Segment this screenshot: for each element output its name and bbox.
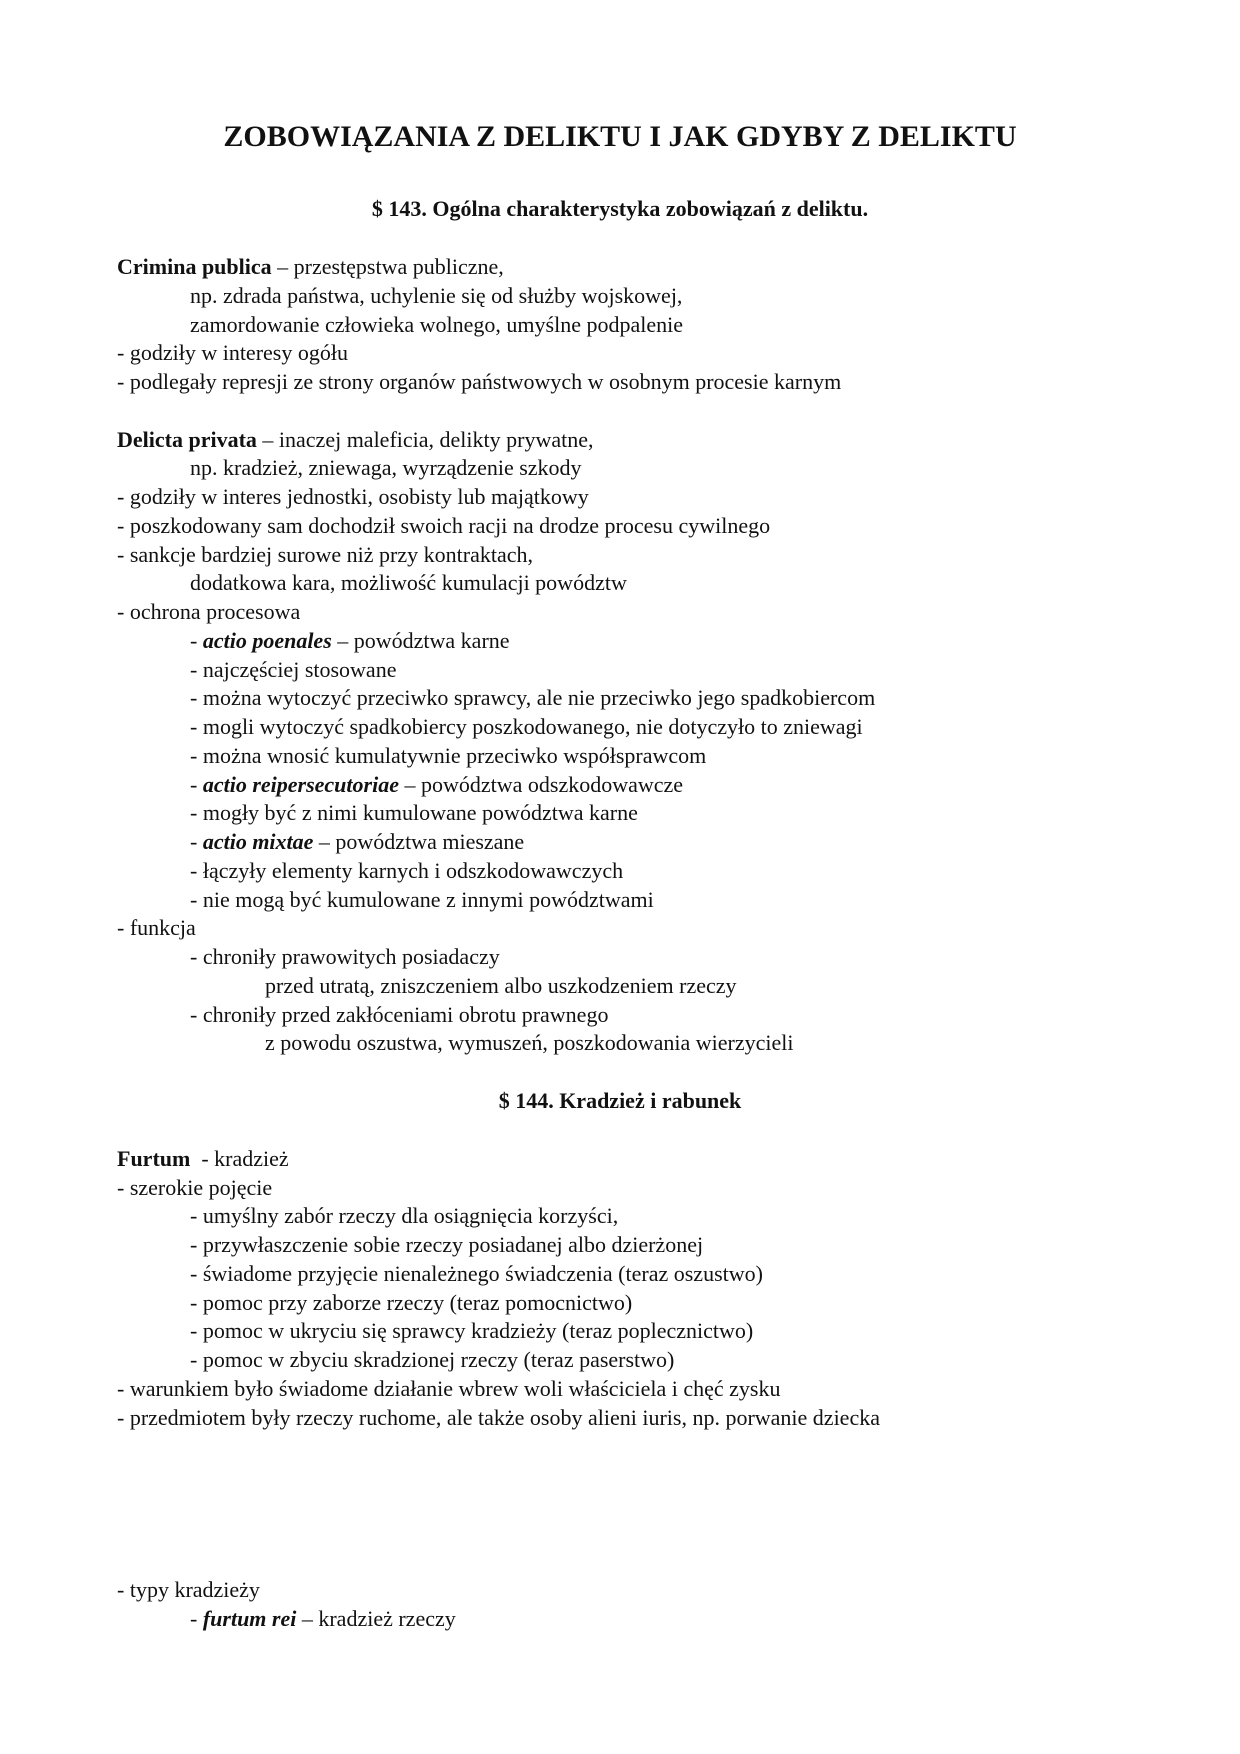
crimina-bullet: - godziły w interesy ogółu [117, 340, 348, 365]
actio-reipersecutoriae-term: actio reipersecutoriae [202, 772, 399, 797]
function-item: - chroniły przed zakłóceniami obrotu prawnego [190, 1002, 609, 1027]
function-continuation: z powodu oszustwa, wymuszeń, poszkodowania wierzycieli [265, 1030, 794, 1055]
furtum-bullet: - szerokie pojęcie [117, 1175, 273, 1200]
delicta-bullet: - poszkodowany sam dochodził swoich racji na drodze procesu cywilnego [117, 513, 771, 538]
actio-poenales-term: actio poenales [202, 628, 332, 653]
procedural-item: - actio reipersecutoriae – powództwa odszkodowawcze [190, 772, 684, 797]
procedural-item: - łączyły elementy karnych i odszkodowawczych [190, 858, 624, 883]
procedural-item: - mogli wytoczyć spadkobiercy poszkodowanego, nie dotyczyło to zniewagi [190, 714, 863, 739]
furtum-definition: Furtum - kradzież [117, 1146, 289, 1171]
furtum-bullet: - przedmiotem były rzeczy ruchome, ale także osoby alieni iuris, np. porwanie dziecka [117, 1405, 880, 1430]
crimina-bullet: - podlegały represji ze strony organów państwowych w osobnym procesie karnym [117, 369, 842, 394]
section-144-heading: $ 144. Kradzież i rabunek [498, 1088, 742, 1113]
furtum-bullet: - typy kradzieży [117, 1577, 260, 1602]
crimina-example-line: zamordowanie człowieka wolnego, umyślne podpalenie [190, 312, 684, 337]
delicta-example-line: np. kradzież, zniewaga, wyrządzenie szkody [190, 455, 582, 480]
furtum-subitem: - umyślny zabór rzeczy dla osiągnięcia korzyści, [190, 1203, 619, 1228]
furtum-rei-term: furtum rei [202, 1606, 297, 1631]
function-continuation: przed utratą, zniszczeniem albo uszkodzeniem rzeczy [265, 973, 737, 998]
crimina-publica-definition: Crimina publica – przestępstwa publiczne, [117, 254, 504, 279]
crimina-example-line: np. zdrada państwa, uchylenie się od służby wojskowej, [190, 283, 683, 308]
procedural-item: - mogły być z nimi kumulowane powództwa karne [190, 800, 638, 825]
actio-mixtae-term: actio mixtae [202, 829, 314, 854]
delicta-bullet: - sankcje bardziej surowe niż przy kontraktach, [117, 542, 533, 567]
procedural-item: - actio poenales – powództwa karne [190, 628, 510, 653]
procedural-item: - actio mixtae – powództwa mieszane [190, 829, 525, 854]
procedural-item: - można wnosić kumulatywnie przeciwko współsprawcom [190, 743, 707, 768]
delicta-privata-definition: Delicta privata – inaczej maleficia, delikty prywatne, [117, 427, 594, 452]
furtum-subitem: - świadome przyjęcie nienależnego świadczenia (teraz oszustwo) [190, 1261, 763, 1286]
furtum-subitem: - pomoc w ukryciu się sprawcy kradzieży (teraz poplecznictwo) [190, 1318, 754, 1343]
delicta-privata-term: Delicta privata [117, 427, 257, 452]
delicta-continuation: dodatkowa kara, możliwość kumulacji powództw [190, 570, 627, 595]
furtum-subitem: - przywłaszczenie sobie rzeczy posiadanej albo dzierżonej [190, 1232, 704, 1257]
delicta-bullet: - ochrona procesowa [117, 599, 301, 624]
section-143-heading: $ 143. Ogólna charakterystyka zobowiązań z deliktu. [371, 196, 869, 221]
procedural-item: - można wytoczyć przeciwko sprawcy, ale nie przeciwko jego spadkobiercom [190, 685, 876, 710]
theft-type-item: - furtum rei – kradzież rzeczy [190, 1606, 456, 1631]
procedural-item: - najczęściej stosowane [190, 657, 397, 682]
function-item: - chroniły prawowitych posiadaczy [190, 944, 500, 969]
furtum-subitem: - pomoc przy zaborze rzeczy (teraz pomocnictwo) [190, 1290, 633, 1315]
delicta-bullet: - godziły w interes jednostki, osobisty lub majątkowy [117, 484, 589, 509]
procedural-item: - nie mogą być kumulowane z innymi powództwami [190, 887, 654, 912]
delicta-bullet: - funkcja [117, 915, 196, 940]
crimina-publica-term: Crimina publica [117, 254, 272, 279]
document-title: ZOBOWIĄZANIA Z DELIKTU I JAK GDYBY Z DELIKTU [223, 120, 1017, 153]
furtum-term: Furtum [117, 1146, 191, 1171]
furtum-subitem: - pomoc w zbyciu skradzionej rzeczy (teraz paserstwo) [190, 1347, 675, 1372]
furtum-bullet: - warunkiem było świadome działanie wbrew woli właściciela i chęć zysku [117, 1376, 781, 1401]
